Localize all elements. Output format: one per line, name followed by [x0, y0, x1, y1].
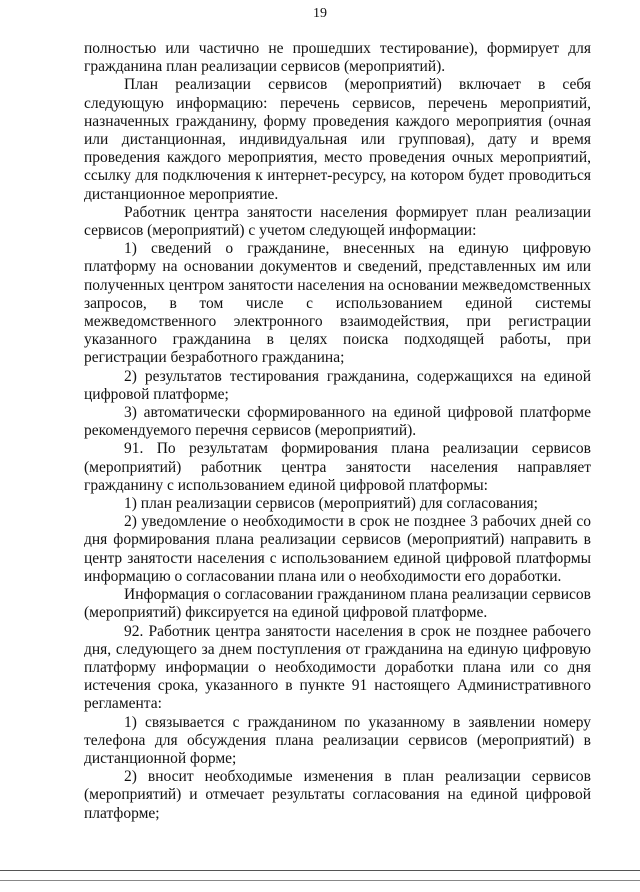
- paragraph-continuation: полностью или частично не прошедших тестирование), формирует для гражданина план реализации сервисов (мероприятий).: [84, 40, 591, 76]
- list-item-contact-citizen: 1) связывается с гражданином по указанному в заявлении номеру телефона для обсуждения плана реализации сервисов (мероприятий) в дистанционной форме;: [84, 713, 591, 767]
- document-body: [84, 40, 591, 823]
- paragraph-section-92: 92. Работник центра занятости населения в срок не позднее рабочего дня, следующего за днем поступления от гражданина на единую цифровую платформу информации о необходимости доработки плана или со дня истечения срока, указанного в пункте 91 настоящего Административного регламента:: [84, 622, 591, 713]
- bottom-divider: [0, 870, 640, 871]
- list-item-notification: 2) уведомление о необходимости в срок не позднее 3 рабочих дней со дня формирования плана реализации сервисов (мероприятий) направить в центр занятости населения с использованием единой цифровой платформы информацию о согласовании плана или о необходимости его доработки.: [84, 513, 591, 585]
- list-item-test-results: 2) результатов тестирования гражданина, содержащихся на единой цифровой платформе;: [84, 367, 591, 403]
- paragraph-section-91: 91. По результатам формирования плана реализации сервисов (мероприятий) работник центра занятости населения направляет гражданину с использованием единой цифровой платформы:: [84, 440, 591, 494]
- list-item-citizen-info: 1) сведений о гражданине, внесенных на единую цифровую платформу на основании документов и сведений, представленных им или полученных центром занятости населения на основании межведомственных запросов, в том числе с использованием единой системы межведомственного электронного взаимодействия, при регистрации указанного гражданина в целях поиска подходящей работы, при регистрации безработного гражданина;: [84, 240, 591, 367]
- list-item-make-changes: 2) вносит необходимые изменения в план реализации сервисов (мероприятий) и отмечает результаты согласования на единой цифровой платформе;: [84, 768, 591, 822]
- paragraph-plan-forming: Работник центра занятости населения формирует план реализации сервисов (мероприятий) с учетом следующей информации:: [84, 203, 591, 240]
- paragraph-plan-contents: План реализации сервисов (мероприятий) включает в себя следующую информацию: перечень сервисов, перечень мероприятий, назначенных гражданину, форму проведения каждого мероприятия (очная или дистанционная, индивидуальная или групповая), дату и время проведения каждого мероприятия, место проведения очных мероприятий, ссылку для подключения к интернет-ресурсу, на котором будет проводиться дистанционное мероприятие.: [84, 76, 591, 203]
- list-item-recommended-services: 3) автоматически сформированного на единой цифровой платформе рекомендуемого перечня сервисов (мероприятий).: [84, 404, 591, 440]
- page-number: 19: [313, 6, 327, 21]
- paragraph-approval-recorded: Информация о согласовании гражданином плана реализации сервисов (мероприятий) фиксируется на единой цифровой платформе.: [84, 586, 591, 622]
- bottom-divider-lower: [0, 880, 640, 881]
- list-item-plan-for-approval: 1) план реализации сервисов (мероприятий) для согласования;: [124, 495, 538, 513]
